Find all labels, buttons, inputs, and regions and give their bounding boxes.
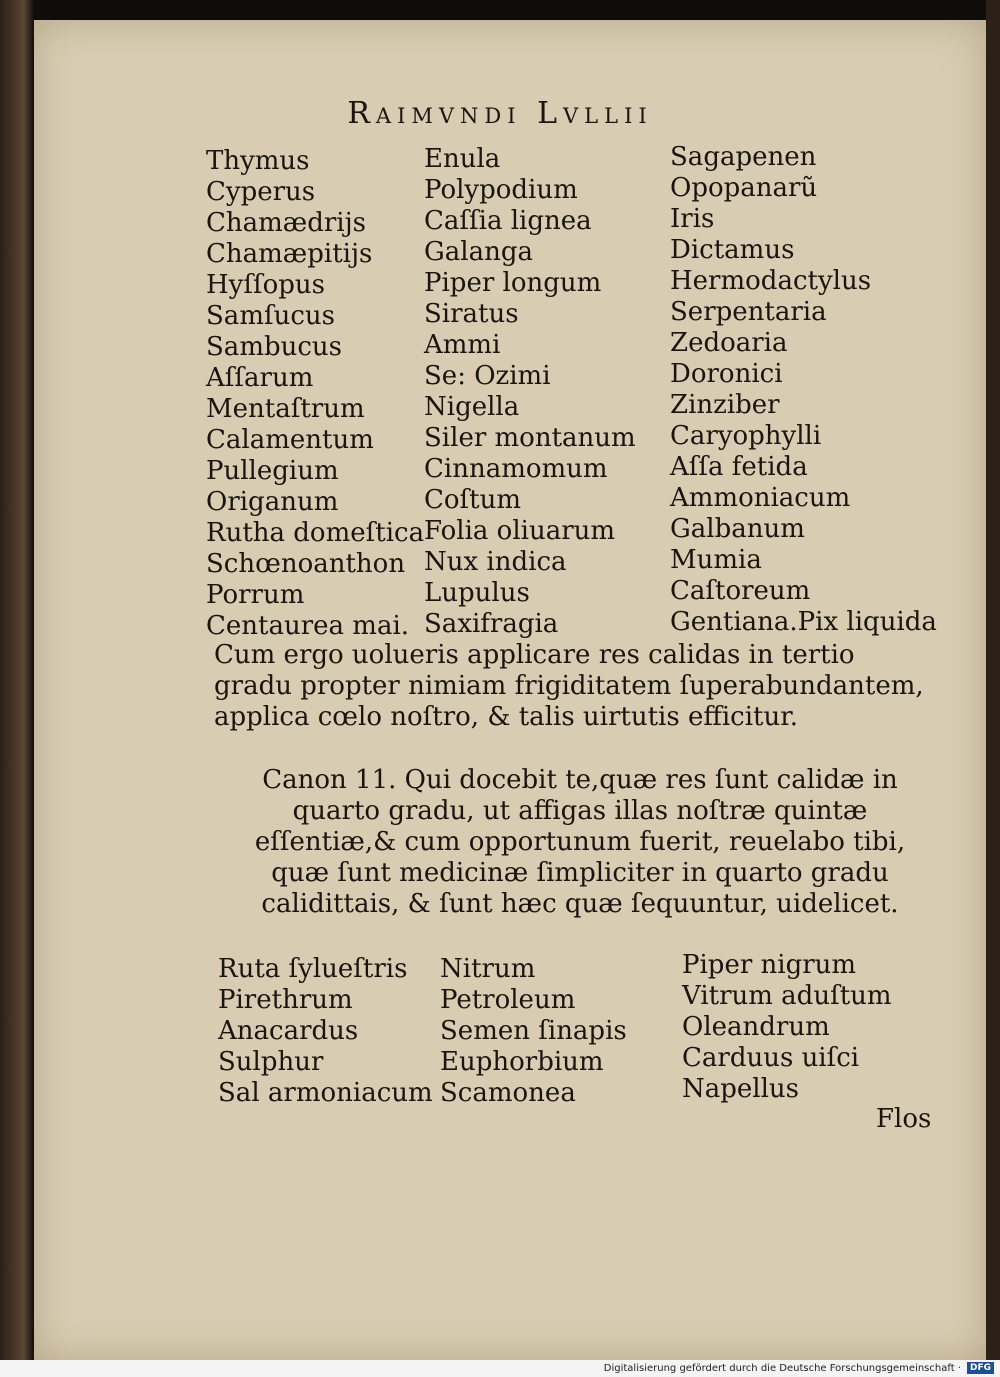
list1-col1-item: Schœnoanthon [206,549,406,579]
list1-col1-item: Chamædrijs [206,208,367,238]
list1-col1-item: Hyſſopus [206,270,325,300]
list1-col3-item: Opopanarũ [670,173,818,203]
list1-col1-item: Sambucus [206,332,343,362]
running-header: Raimvndi Lvllii [347,96,653,131]
list1-col2-item: Se: Ozimi [424,361,551,391]
paragraph-canon-11: Canon 11. Qui docebit te,quæ res ſunt calidæ in quarto gradu, ut affigas illas noſtræ quintæ eſſentiæ,& cum opportunum fuerit, reuelabo tibi, quæ ſunt medicinæ ſimpliciter in quarto gradu calidittais, & ſunt hæc quæ ſequuntur, uidelicet. [254,765,906,919]
herb-list-2-column-3 [682,950,892,1105]
footer-credit: Digitalisierung gefördert durch die Deutsche Forschungsgemeinschaft · [603,1363,961,1374]
herb-list-1-column-1 [206,146,424,642]
list1-col1-item: Porrum [206,580,305,610]
page-edge [986,0,1000,1360]
herb-list-2-column-1 [218,954,433,1109]
list1-col2-item: Siler montanum [424,423,636,453]
book-spine [0,0,34,1360]
list1-col2-item: Folia oliuarum [424,516,616,546]
list2-col1-item: Pirethrum [218,985,353,1015]
list2-col2-item: Semen ſinapis [440,1016,627,1046]
list2-col1-item: Sal armoniacum [218,1078,433,1108]
catchword: Flos [876,1104,932,1134]
herb-list-1-column-2 [424,144,636,640]
list1-col1-item: Chamæpitijs [206,239,373,269]
list1-col3-item: Gentiana.Pix liquida [670,607,937,637]
list1-col1-item: Origanum [206,487,339,517]
list1-col1-item: Cyperus [206,177,316,207]
list2-col2-item: Scamonea [440,1078,576,1108]
herb-list-2-column-2 [440,954,627,1109]
list2-col3-item: Napellus [682,1074,799,1104]
list1-col2-item: Cinnamomum [424,454,608,484]
list1-col3-item: Aſſa fetida [670,452,808,482]
list1-col3-item: Mumia [670,545,762,575]
list1-col3-item: Caryophylli [670,421,822,451]
list2-col2-item: Nitrum [440,954,536,984]
list2-col3-item: Oleandrum [682,1012,830,1042]
list1-col3-item: Hermodactylus [670,266,872,296]
list2-col1-item: Ruta ſylueſtris [218,954,408,984]
list2-col1-item: Sulphur [218,1047,324,1077]
list1-col3-item: Dictamus [670,235,795,265]
list2-col3-item: Vitrum aduſtum [682,981,892,1011]
list1-col3-item: Doronici [670,359,783,389]
list1-col2-item: Enula [424,144,501,174]
list1-col3-item: Iris [670,204,715,234]
list1-col2-item: Saxifragia [424,609,559,639]
list1-col2-item: Siratus [424,299,519,329]
list1-col2-item: Nux indica [424,547,567,577]
list1-col3-item: Sagapenen [670,142,817,172]
list1-col1-item: Samſucus [206,301,335,331]
list1-col2-item: Nigella [424,392,520,422]
list2-col3-item: Piper nigrum [682,950,857,980]
list2-col1-item: Anacardus [218,1016,359,1046]
list1-col2-item: Coſtum [424,485,522,515]
list1-col2-item: Lupulus [424,578,530,608]
dfg-logo: DFG [967,1362,994,1374]
list1-col2-item: Galanga [424,237,533,267]
list1-col1-item: Aſſarum [206,363,314,393]
list2-col2-item: Petroleum [440,985,576,1015]
paragraph-tertio-gradu: Cum ergo uolueris applicare res calidas in tertio gradu propter nimiam frigiditatem ſuperabundantem, applica cœlo noſtro, & talis uirtutis efficitur. [214,640,924,732]
list1-col3-item: Serpentaria [670,297,827,327]
list1-col3-item: Ammoniacum [670,483,851,513]
list1-col1-item: Thymus [206,146,310,176]
list1-col1-item: Calamentum [206,425,374,455]
list1-col2-item: Polypodium [424,175,578,205]
list1-col3-item: Zinziber [670,390,780,420]
list2-col3-item: Carduus uiſci [682,1043,860,1073]
list1-col1-item: Pullegium [206,456,339,486]
list1-col3-item: Galbanum [670,514,805,544]
list2-col2-item: Euphorbium [440,1047,604,1077]
list1-col3-item: Caſtoreum [670,576,811,606]
list1-col1-item: Rutha domeſtica [206,518,425,548]
herb-list-1-column-3 [670,142,937,638]
list1-col1-item: Mentaſtrum [206,394,365,424]
list1-col1-item: Centaurea mai. [206,611,410,641]
list1-col2-item: Piper longum [424,268,602,298]
list1-col2-item: Caſſia lignea [424,206,592,236]
list1-col3-item: Zedoaria [670,328,788,358]
list1-col2-item: Ammi [424,330,501,360]
digitization-footer [0,1360,1000,1377]
